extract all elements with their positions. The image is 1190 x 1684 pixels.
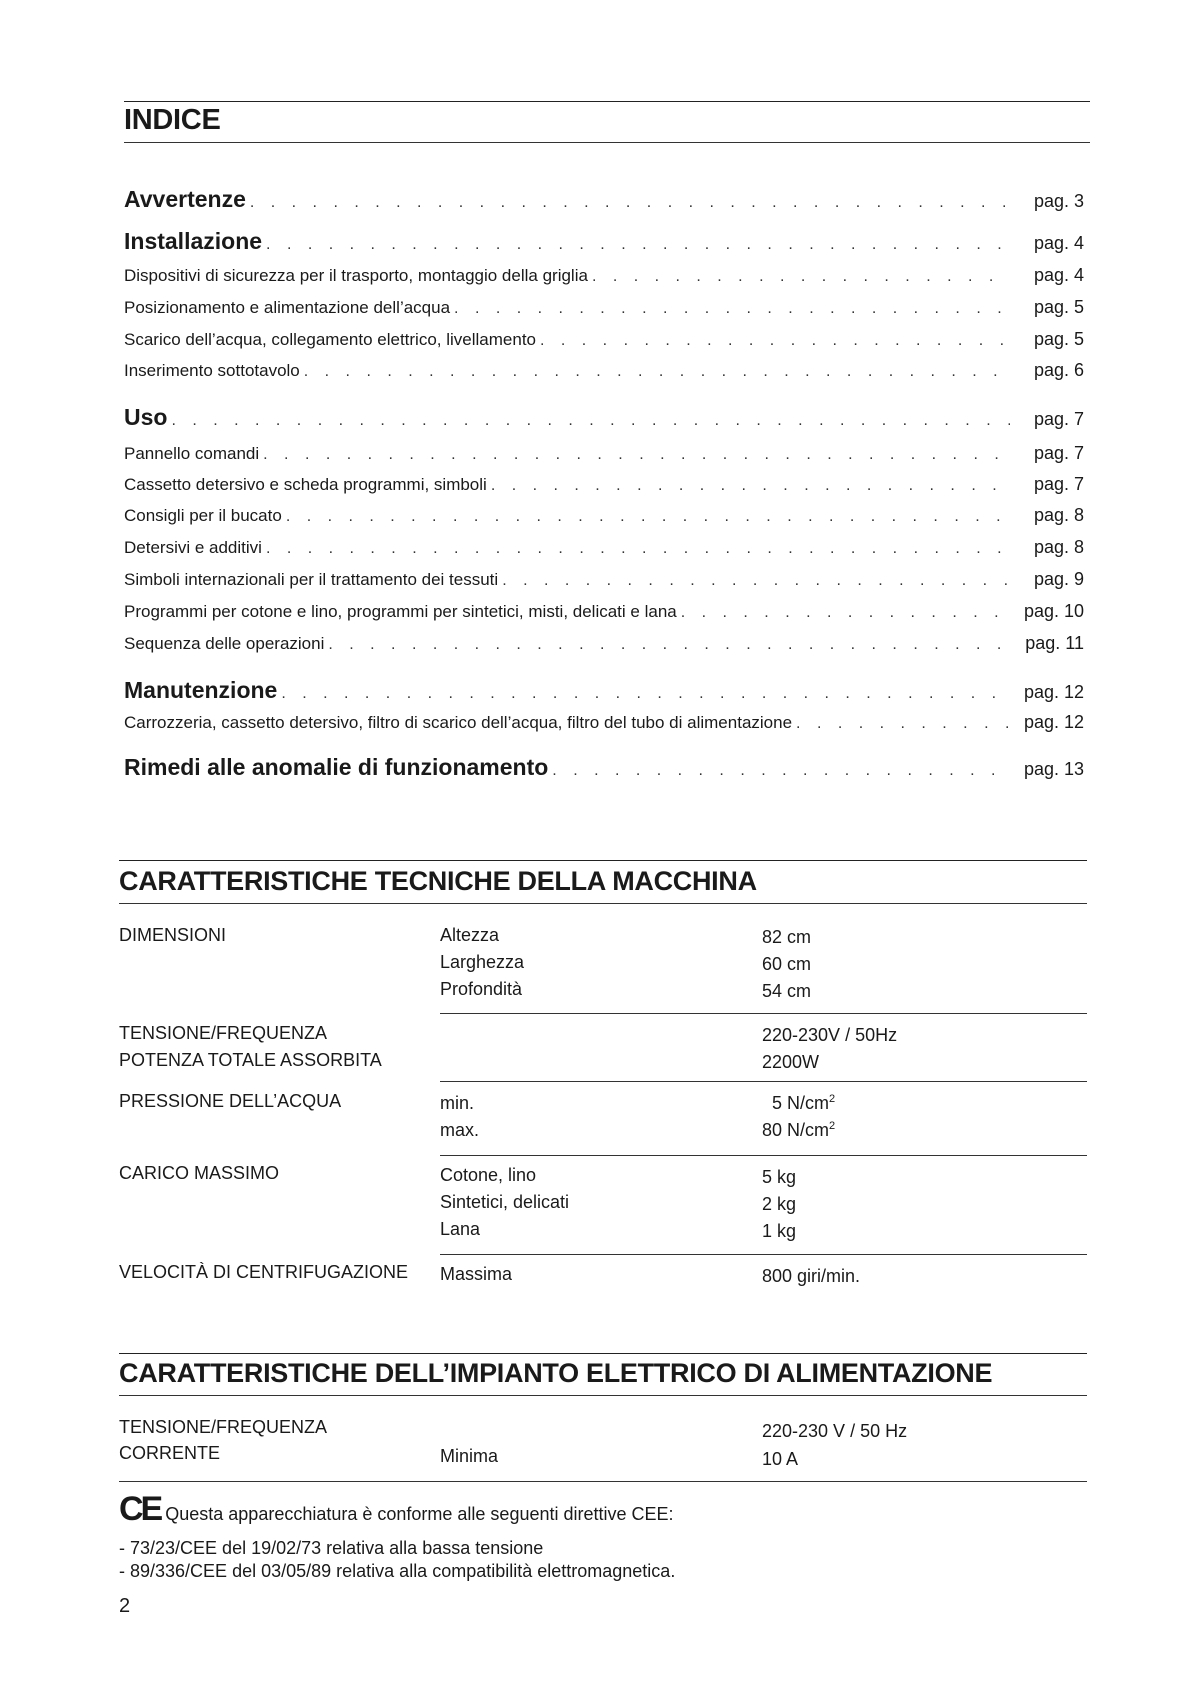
toc-entry-page: pag. 3 xyxy=(1033,191,1084,211)
toc-leader-dots xyxy=(552,762,1010,780)
load-wool-value: 1 kg xyxy=(762,1221,797,1241)
ce-mark-icon: CE xyxy=(119,1490,161,1528)
min-label: min. xyxy=(440,1093,475,1113)
toc-entry xyxy=(124,360,1084,381)
load-cotton-label: Cotone, lino xyxy=(440,1165,537,1185)
power-label: POTENZA TOTALE ASSORBITA xyxy=(119,1050,382,1070)
max-pressure-value: 80 $N/cm^2$ xyxy=(762,1120,836,1140)
current-label: CORRENTE xyxy=(119,1443,221,1463)
voltage-value: 220-230V / 50Hz xyxy=(762,1025,898,1045)
height-value: 82 cm xyxy=(762,927,812,947)
toc-leader-dots xyxy=(304,363,1010,381)
spec-divider xyxy=(440,1013,1087,1014)
toc-entry xyxy=(124,754,1084,781)
depth-label: Profondità xyxy=(440,979,523,999)
supply-voltage-label: TENSIONE/FREQUENZA xyxy=(119,1417,328,1437)
toc-entry-label: Uso xyxy=(124,404,168,430)
toc-entry-page: pag. 12 xyxy=(1023,712,1084,732)
toc-leader-dots xyxy=(796,715,1010,733)
toc-entry-label: Avvertenze xyxy=(124,186,246,212)
toc-leader-dots xyxy=(328,636,1010,654)
toc-entry-label: Carrozzeria, cassetto detersivo, filtro di scarico dell’acqua, filtro del tubo di alimentazione xyxy=(124,713,793,732)
toc-entry-page: pag. 13 xyxy=(1023,759,1084,779)
toc-leader-dots xyxy=(266,236,1010,254)
max-load-label: CARICO MASSIMO xyxy=(119,1163,280,1183)
toc-entry-label: Sequenza delle operazioni xyxy=(124,634,325,653)
toc-entry-label: Consigli per il bucato xyxy=(124,506,282,525)
load-cotton-value: 5 kg xyxy=(762,1167,797,1187)
ce-declaration xyxy=(119,1490,674,1528)
toc-entry-label: Manutenzione xyxy=(124,677,278,703)
dimensions-label: DIMENSIONI xyxy=(119,925,227,945)
spec-divider xyxy=(440,1254,1087,1255)
toc-entry-label: Pannello comandi xyxy=(124,444,260,463)
declaration-line-1: Questa apparecchiatura è conforme alle seguenti direttive CEE: xyxy=(165,1504,674,1524)
index-title: INDICE xyxy=(124,104,221,136)
toc-entry xyxy=(124,712,1084,733)
toc-entry-label: Posizionamento e alimentazione dell’acqua xyxy=(124,298,451,317)
toc-leader-dots xyxy=(171,412,1010,430)
toc-entry xyxy=(124,404,1084,431)
toc-entry xyxy=(124,569,1084,590)
page-number: 2 xyxy=(119,1595,131,1617)
toc-leader-dots xyxy=(681,604,1010,622)
toc-leader-dots xyxy=(266,540,1010,558)
toc-leader-dots xyxy=(250,194,1010,212)
toc-entry-label: Programmi per cotone e lino, programmi per sintetici, misti, delicati e lana xyxy=(124,602,677,621)
electric-top-rule xyxy=(119,1353,1087,1354)
power-value: 2200W xyxy=(762,1052,820,1072)
electric-title: CARATTERISTICHE DELL’IMPIANTO ELETTRICO DI ALIMENTAZIONE xyxy=(119,1358,993,1388)
toc-entry-page: pag. 8 xyxy=(1033,505,1084,525)
toc-entry-page: pag. 7 xyxy=(1033,474,1084,494)
max-label: max. xyxy=(440,1120,480,1140)
water-pressure-label: PRESSIONE DELL’ACQUA xyxy=(119,1091,342,1111)
toc-entry xyxy=(124,228,1084,255)
toc-entry-label: Rimedi alle anomalie di funzionamento xyxy=(124,754,549,780)
toc-leader-dots xyxy=(592,268,1010,286)
depth-value: 54 cm xyxy=(762,981,812,1001)
toc-entry-page: pag. 5 xyxy=(1033,329,1084,349)
toc-entry xyxy=(124,505,1084,526)
tech-bottom-rule xyxy=(119,903,1087,904)
toc-entry-page: pag. 4 xyxy=(1033,265,1084,285)
toc-entry xyxy=(124,265,1084,286)
width-label: Larghezza xyxy=(440,952,525,972)
current-value: 10 A xyxy=(762,1449,799,1469)
toc-entry-page: pag. 8 xyxy=(1033,537,1084,557)
toc-leader-dots xyxy=(263,446,1010,464)
spec-divider xyxy=(440,1081,1087,1082)
toc-leader-dots xyxy=(286,508,1010,526)
load-synthetic-value: 2 kg xyxy=(762,1194,797,1214)
tech-top-rule xyxy=(119,860,1087,861)
toc-leader-dots xyxy=(502,572,1010,590)
toc-leader-dots xyxy=(491,477,1010,495)
toc-leader-dots xyxy=(540,332,1010,350)
toc-entry xyxy=(124,677,1084,704)
index-top-rule xyxy=(124,101,1090,102)
toc-entry-page: pag. 9 xyxy=(1033,569,1084,589)
toc-entry xyxy=(124,297,1084,318)
toc-entry-label: Cassetto detersivo e scheda programmi, simboli xyxy=(124,475,487,494)
toc-entry-page: pag. 5 xyxy=(1033,297,1084,317)
current-min-label: Minima xyxy=(440,1446,499,1466)
toc-entry-page: pag. 10 xyxy=(1023,601,1084,621)
toc-entry-page: pag. 7 xyxy=(1033,409,1084,429)
toc-entry-label: Simboli internazionali per il trattamento dei tessuti xyxy=(124,570,499,589)
toc-entry xyxy=(124,537,1084,558)
tech-title: CARATTERISTICHE TECNICHE DELLA MACCHINA xyxy=(119,866,757,896)
toc-entry-label: Inserimento sottotavolo xyxy=(124,361,300,380)
height-label: Altezza xyxy=(440,925,500,945)
toc-entry-label: Detersivi e additivi xyxy=(124,538,262,557)
spin-speed-value: 800 giri/min. xyxy=(762,1266,861,1286)
electric-end-rule xyxy=(119,1481,1087,1482)
load-synthetic-label: Sintetici, delicati xyxy=(440,1192,570,1212)
toc-entry-page: pag. 7 xyxy=(1033,443,1084,463)
toc-entry-page: pag. 12 xyxy=(1023,682,1084,702)
toc-entry xyxy=(124,443,1084,464)
spin-speed-label: VELOCITÀ DI CENTRIFUGAZIONE xyxy=(119,1262,409,1282)
spec-divider xyxy=(440,1155,1087,1156)
toc-entry-page: pag. 6 xyxy=(1033,360,1084,380)
index-bottom-rule xyxy=(124,142,1090,143)
declaration-line-2: - 73/23/CEE del 19/02/73 relativa alla bassa tensione xyxy=(119,1538,544,1558)
toc-entry-label: Scarico dell’acqua, collegamento elettrico, livellamento xyxy=(124,330,536,349)
toc-entry-page: pag. 11 xyxy=(1025,633,1084,653)
toc-entry-label: Dispositivi di sicurezza per il trasporto, montaggio della griglia xyxy=(124,266,588,285)
toc-entry xyxy=(124,474,1084,495)
toc-entry-label: Installazione xyxy=(124,228,263,254)
toc-entry xyxy=(124,186,1084,213)
toc-entry xyxy=(124,329,1084,350)
min-pressure-value: 5 $N/cm^2$ xyxy=(772,1093,836,1113)
toc-leader-dots xyxy=(454,300,1010,318)
voltage-label: TENSIONE/FREQUENZA xyxy=(119,1023,328,1043)
width-value: 60 cm xyxy=(762,954,812,974)
toc-entry xyxy=(124,601,1084,622)
toc-entry-page: pag. 4 xyxy=(1033,233,1084,253)
toc-leader-dots xyxy=(281,685,1010,703)
declaration-line-3: - 89/336/CEE del 03/05/89 relativa alla compatibilità elettromagnetica. xyxy=(119,1561,676,1581)
toc-entry xyxy=(124,633,1084,654)
supply-voltage-value: 220-230 V / 50 Hz xyxy=(762,1421,908,1441)
spin-max-label: Massima xyxy=(440,1264,513,1284)
electric-bottom-rule xyxy=(119,1395,1087,1396)
load-wool-label: Lana xyxy=(440,1219,481,1239)
